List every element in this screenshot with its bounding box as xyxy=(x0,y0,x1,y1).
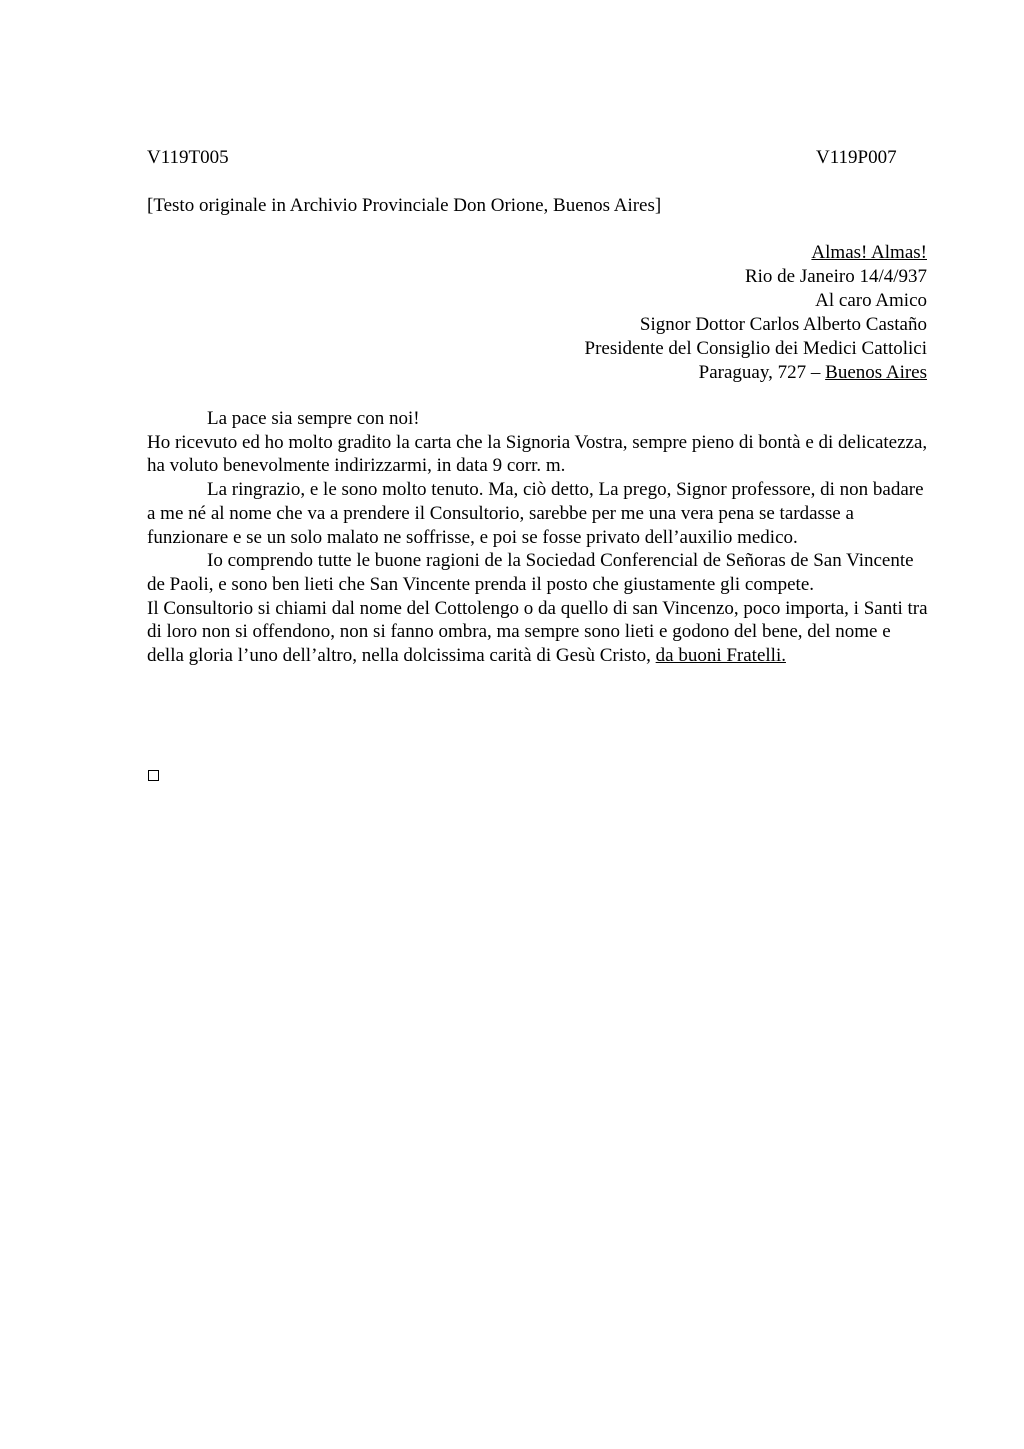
body-paragraph-5 xyxy=(147,597,929,668)
address-street: Paraguay, 727 – xyxy=(698,362,826,383)
document-code-left: V119T005 xyxy=(147,147,229,168)
letter-place-date: Rio de Janeiro 14/4/937 xyxy=(744,266,927,287)
body-paragraph-1: La pace sia sempre con noi! xyxy=(207,408,420,429)
letter-motto: Almas! Almas! xyxy=(811,242,927,263)
body-paragraph-3: La ringrazio, e le sono molto tenuto. Ma, ciò detto, La prego, Signor professore, di non badare a me né al nome che va a prendere il Consultorio, sarebbe per me una vera pena se tardasse a funzionare e se un solo malato ne soffrisse, e poi se fosse privato dell’auxilio medico. xyxy=(147,479,924,548)
recipient-title: Presidente del Consiglio dei Medici Cattolici xyxy=(584,338,927,359)
letter-body xyxy=(147,407,929,668)
body-paragraph-5-text: Il Consultorio si chiami dal nome del Cottolengo o da quello di san Vincenzo, poco importa, i Santi tra di loro non si offendono, non si fanno ombra, ma sempre sono lieti e godono del bene, del nome e della gloria l’uno dell’altro, nella dolcissima carità di Gesù Cristo, xyxy=(147,597,928,667)
address-city: Buenos Aires xyxy=(825,362,927,383)
letter-greeting: Al caro Amico xyxy=(815,290,927,311)
body-paragraph-5-underlined: da buoni Fratelli. xyxy=(655,645,786,667)
letter-header xyxy=(585,241,927,385)
end-square-icon xyxy=(148,770,159,781)
archive-note: [Testo originale in Archivio Provinciale Don Orione, Buenos Aires] xyxy=(147,195,662,216)
recipient-name: Signor Dottor Carlos Alberto Castaño xyxy=(639,314,927,335)
body-paragraph-4: Io comprendo tutte le buone ragioni de la Sociedad Conferencial de Señoras de San Vincente de Paoli, e sono ben lieti che San Vincente prenda il posto che giustamente gli compete. xyxy=(147,550,914,595)
body-paragraph-2: Ho ricevuto ed ho molto gradito la carta che la Signoria Vostra, sempre pieno di bontà e di delicatezza, ha voluto benevolmente indirizzarmi, in data 9 corr. m. xyxy=(147,431,928,477)
recipient-address xyxy=(585,361,927,385)
document-code-right: V119P007 xyxy=(816,147,897,168)
